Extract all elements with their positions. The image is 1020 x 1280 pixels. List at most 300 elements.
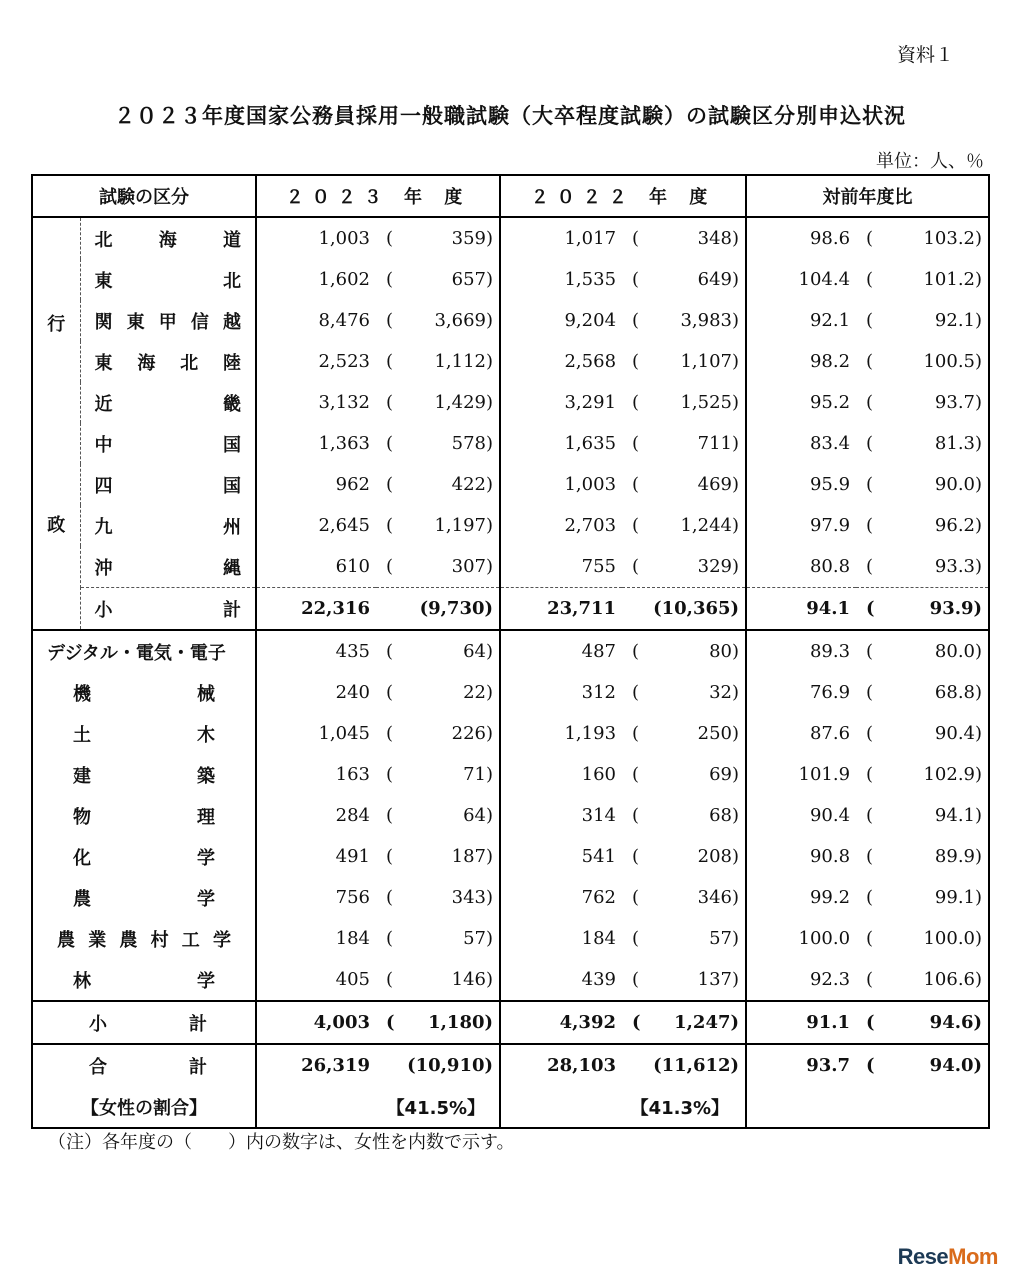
row-label-char: 九: [94, 516, 113, 538]
female-count-cell: [376, 300, 500, 341]
row-label-char: 道: [223, 229, 241, 251]
open-paren: (: [386, 805, 394, 826]
row-label-char: 学: [212, 929, 231, 951]
count-cell: 95.2: [809, 392, 851, 413]
exam-category-name: [32, 713, 256, 754]
count-cell: 99.2: [809, 887, 851, 908]
count-cell: 1,635: [564, 433, 617, 454]
female-count: 92.1): [934, 310, 983, 331]
table-row: [32, 713, 989, 754]
tech-subtotal-row: [32, 1001, 989, 1044]
open-paren: (: [866, 269, 874, 290]
female-count: 80.0): [934, 641, 983, 662]
female-count: 57): [463, 928, 494, 949]
region-name: [80, 505, 256, 546]
region-name: [80, 423, 256, 464]
female-count: 93.7): [934, 392, 983, 413]
logo-text-a: Rese: [897, 1244, 949, 1269]
count-cell: 240: [335, 682, 370, 703]
female-count-cell: [376, 918, 500, 959]
exam-category-name: [32, 877, 256, 918]
row-label-char: 関: [94, 311, 113, 333]
female-count-cell: [856, 505, 989, 546]
open-paren: (: [632, 310, 640, 331]
count-cell: 2,568: [564, 351, 617, 372]
open-paren: (: [632, 887, 640, 908]
open-paren: (: [866, 928, 874, 949]
row-label-chars: [73, 721, 215, 747]
count-cell: 92.1: [809, 310, 851, 331]
category-label: デジタル・電気・電子: [47, 642, 226, 664]
female-count-cell: [622, 836, 746, 877]
table-row: [32, 464, 989, 505]
female-count-cell: (10,910): [376, 1044, 500, 1086]
open-paren: (: [866, 351, 874, 372]
row-label-char: 築: [197, 765, 215, 787]
female-count-cell: [376, 505, 500, 546]
row-label-chars: [89, 1010, 207, 1036]
open-paren: (: [632, 1012, 641, 1033]
count-cell: 2,645: [318, 515, 370, 536]
row-label-chars: [95, 349, 242, 375]
count-cell: 1,045: [318, 723, 370, 744]
female-count-cell: [856, 877, 989, 918]
table-row: [32, 795, 989, 836]
open-paren: (: [632, 228, 640, 249]
exam-category-name: [32, 959, 256, 1001]
female-count-cell: [376, 754, 500, 795]
table-row: [32, 918, 989, 959]
female-count-cell: [622, 877, 746, 918]
exam-category-name: [32, 754, 256, 795]
row-label-chars: [95, 226, 242, 252]
open-paren: (: [866, 433, 874, 454]
open-paren: (: [386, 310, 394, 331]
open-paren: (: [632, 641, 640, 662]
count-cell: 104.4: [798, 269, 851, 290]
row-label-char: 機: [73, 683, 91, 705]
table-row: [32, 836, 989, 877]
row-label-char: 村: [150, 929, 169, 951]
open-paren: (: [386, 269, 394, 290]
row-label-char: 東: [126, 311, 145, 333]
row-label-char: 木: [197, 724, 215, 746]
row-label-char: 甲: [158, 311, 177, 333]
page-title: ２０２３年度国家公務員採用一般職試験（大卒程度試験）の試験区分別申込状況: [114, 104, 906, 128]
female-count-cell: [622, 713, 746, 754]
female-count-cell: [376, 217, 500, 259]
count-cell: 491: [335, 846, 370, 867]
region-name: [80, 341, 256, 382]
female-count: 469): [697, 474, 740, 495]
female-count-cell: [376, 959, 500, 1001]
row-label-chars: [73, 967, 215, 993]
female-count: 94.0): [929, 1055, 983, 1076]
row-label-chars: [73, 762, 215, 788]
female-count: 1,107): [680, 351, 740, 372]
logo-text-b: Mom: [948, 1244, 998, 1269]
open-paren: (: [386, 1012, 395, 1033]
count-cell: 3,291: [564, 392, 617, 413]
female-count-cell: [622, 341, 746, 382]
female-count: 422): [451, 474, 494, 495]
gyousei-group-label: [32, 217, 80, 630]
header-row: [32, 175, 989, 217]
female-count-cell: [622, 918, 746, 959]
footnote: （注）各年度の（ ）内の数字は、女性を内数で示す。: [48, 1132, 515, 1153]
row-label-char: 計: [223, 599, 241, 621]
table-row: [32, 546, 989, 588]
row-label-chars: [95, 554, 242, 580]
row-label-chars: [57, 926, 231, 952]
female-count: 100.5): [923, 351, 983, 372]
open-paren: (: [866, 723, 874, 744]
female-count-cell: [376, 630, 500, 672]
subtotal-label: [80, 588, 256, 631]
female-count-cell: [622, 300, 746, 341]
female-count-cell: [856, 464, 989, 505]
open-paren: (: [866, 228, 874, 249]
table-row: [32, 754, 989, 795]
female-count-cell: [856, 754, 989, 795]
count-cell: 89.3: [746, 630, 856, 672]
header-2022: ２０２２ 年 度: [500, 175, 746, 217]
open-paren: (: [386, 887, 394, 908]
count-cell: 94.1: [746, 588, 856, 631]
female-count: 93.3): [934, 556, 983, 577]
row-label-chars: [95, 596, 242, 622]
count-cell: 160: [581, 764, 617, 785]
female-count-cell: [856, 546, 989, 588]
female-count: 226): [451, 723, 494, 744]
female-count-cell: [622, 1001, 746, 1044]
female-count: 94.1): [934, 805, 983, 826]
count-cell: 23,711: [500, 588, 622, 631]
count-cell: 100.0: [798, 928, 851, 949]
female-count-cell: [622, 423, 746, 464]
total-label: [32, 1044, 256, 1086]
open-paren: (: [632, 846, 640, 867]
region-name: [80, 300, 256, 341]
open-paren: (: [632, 433, 640, 454]
row-label-char: 械: [197, 683, 215, 705]
count-cell: 1,003: [564, 474, 617, 495]
row-label-char: 畿: [223, 393, 241, 415]
open-paren: (: [386, 723, 394, 744]
female-count: 90.0): [934, 474, 983, 495]
open-paren: (: [386, 641, 394, 662]
open-paren: (: [866, 805, 874, 826]
female-count: 578): [451, 433, 494, 454]
female-count: 106.6): [923, 969, 983, 990]
count-cell: 435: [256, 630, 376, 672]
open-paren: (: [386, 928, 394, 949]
female-count: 69): [709, 764, 740, 785]
count-cell: 91.1: [746, 1001, 856, 1044]
female-count-cell: (11,612): [622, 1044, 746, 1086]
open-paren: (: [386, 228, 394, 249]
table-row: [32, 217, 989, 259]
row-label-char: 陸: [222, 352, 241, 374]
female-share-ratio-empty: [746, 1086, 989, 1128]
row-label-char: 四: [94, 475, 113, 497]
female-count-cell: [856, 959, 989, 1001]
open-paren: (: [632, 269, 640, 290]
row-label-char: 学: [197, 847, 215, 869]
row-label-char: 中: [94, 434, 113, 456]
female-count-cell: [376, 259, 500, 300]
female-count: 81.3): [934, 433, 983, 454]
female-count: 80): [709, 641, 740, 662]
female-count-cell: [856, 382, 989, 423]
female-count-cell: [856, 836, 989, 877]
female-count-cell: [856, 423, 989, 464]
open-paren: (: [632, 351, 640, 372]
count-cell: 312: [581, 682, 617, 703]
gyousei-char-1: 行: [47, 314, 66, 335]
female-count: 3,669): [434, 310, 494, 331]
row-label-chars: [95, 472, 242, 498]
header-category: 試験の区分: [32, 175, 256, 217]
female-count: 101.2): [923, 269, 983, 290]
row-label-char: 林: [73, 970, 91, 992]
row-label-char: 東: [94, 270, 113, 292]
female-count: 307): [451, 556, 494, 577]
count-cell: 2,703: [564, 515, 617, 536]
open-paren: (: [866, 556, 874, 577]
row-label-char: 農: [57, 929, 75, 951]
row-label-char: 小: [89, 1013, 107, 1035]
female-count: 1,244): [680, 515, 740, 536]
open-paren: (: [632, 723, 640, 744]
row-label-char: 農: [73, 888, 91, 910]
female-count: 359): [451, 228, 494, 249]
open-paren: (: [386, 556, 394, 577]
open-paren: (: [866, 846, 874, 867]
row-label-char: 信: [190, 311, 209, 333]
row-label-char: 建: [73, 765, 91, 787]
count-cell: 87.6: [809, 723, 851, 744]
female-count-cell: [622, 217, 746, 259]
female-count-cell: [376, 546, 500, 588]
row-label-char: 合: [89, 1056, 107, 1078]
table-row: [32, 630, 989, 672]
row-label-chars: [73, 885, 215, 911]
female-count: 57): [709, 928, 740, 949]
row-label-chars: [95, 308, 242, 334]
count-cell: 97.9: [809, 515, 851, 536]
female-count-cell: [376, 836, 500, 877]
open-paren: (: [866, 682, 874, 703]
exam-category-name: [32, 672, 256, 713]
female-count: 250): [697, 723, 740, 744]
count-cell: 4,392: [500, 1001, 622, 1044]
female-count: 100.0): [923, 928, 983, 949]
female-count: 3,983): [680, 310, 740, 331]
female-count: 22): [463, 682, 494, 703]
total-row: [32, 1044, 989, 1086]
female-count: 1,247): [674, 1012, 740, 1033]
female-count: 103.2): [923, 228, 983, 249]
open-paren: (: [632, 805, 640, 826]
count-cell: 101.9: [798, 764, 851, 785]
open-paren: (: [866, 474, 874, 495]
open-paren: (: [866, 310, 874, 331]
row-label-char: 計: [189, 1056, 207, 1078]
female-count: 208): [697, 846, 740, 867]
count-cell: 76.9: [809, 682, 851, 703]
count-cell: 28,103: [500, 1044, 622, 1086]
row-label-char: 化: [73, 847, 91, 869]
row-label-char: 工: [181, 929, 200, 951]
region-name: [80, 382, 256, 423]
count-cell: 284: [335, 805, 370, 826]
open-paren: (: [632, 515, 640, 536]
female-count: 96.2): [934, 515, 983, 536]
female-count-cell: [622, 754, 746, 795]
open-paren: (: [632, 764, 640, 785]
row-label-char: 小: [94, 599, 113, 621]
gyousei-subtotal-row: [32, 588, 989, 631]
count-cell: 762: [581, 887, 617, 908]
female-count: 346): [697, 887, 740, 908]
count-cell: 90.8: [809, 846, 851, 867]
row-label-char: 学: [197, 970, 215, 992]
count-cell: 1,193: [564, 723, 617, 744]
female-count-cell: [376, 877, 500, 918]
table-row: [32, 672, 989, 713]
open-paren: (: [386, 351, 394, 372]
row-label-char: 近: [94, 393, 113, 415]
open-paren: (: [386, 682, 394, 703]
count-cell: 90.4: [809, 805, 851, 826]
count-cell: 756: [335, 887, 370, 908]
table-row: [32, 505, 989, 546]
table-row: [32, 259, 989, 300]
row-label-char: 越: [223, 311, 241, 333]
region-name: [80, 217, 256, 259]
count-cell: 962: [335, 474, 370, 495]
subtotal-label: [32, 1001, 256, 1044]
open-paren: (: [632, 969, 640, 990]
open-paren: (: [386, 515, 394, 536]
female-count-cell: [376, 382, 500, 423]
open-paren: (: [866, 598, 875, 619]
count-cell: 22,316: [256, 588, 376, 631]
row-label-char: 土: [73, 724, 91, 746]
open-paren: (: [866, 1055, 875, 1076]
female-count: 343): [451, 887, 494, 908]
count-cell: 755: [581, 556, 617, 577]
count-cell: 9,204: [564, 310, 617, 331]
female-count: 348): [697, 228, 740, 249]
female-count-cell: [856, 630, 989, 672]
open-paren: (: [866, 887, 874, 908]
count-cell: 314: [581, 805, 617, 826]
female-count-cell: [856, 672, 989, 713]
row-label-char: 農: [119, 929, 138, 951]
female-count-cell: [376, 423, 500, 464]
count-cell: 1,602: [318, 269, 370, 290]
female-count-cell: [856, 259, 989, 300]
table-row: [32, 382, 989, 423]
row-label-char: 北: [180, 352, 199, 374]
female-count: 99.1): [934, 887, 983, 908]
female-count-cell: [856, 588, 989, 631]
row-label-char: 縄: [223, 557, 241, 579]
row-label-char: 東: [94, 352, 113, 374]
female-count: 68): [709, 805, 740, 826]
open-paren: (: [866, 1012, 875, 1033]
count-cell: 1,017: [564, 228, 617, 249]
row-label-chars: [95, 390, 242, 416]
female-count-cell: [856, 1001, 989, 1044]
female-count: 146): [451, 969, 494, 990]
unit-label: 単位：人、％: [876, 151, 984, 172]
count-cell: 98.6: [809, 228, 851, 249]
row-label-chars: [73, 680, 215, 706]
count-cell: 98.2: [809, 351, 851, 372]
female-count-cell: [856, 795, 989, 836]
female-count: 657): [451, 269, 494, 290]
female-count-cell: [856, 713, 989, 754]
count-cell: 184: [581, 928, 617, 949]
female-count: 94.6): [929, 1012, 983, 1033]
table-row: [32, 877, 989, 918]
female-count-cell: [856, 918, 989, 959]
count-cell: 92.3: [809, 969, 851, 990]
female-count: 89.9): [934, 846, 983, 867]
count-cell: 83.4: [809, 433, 851, 454]
row-label-chars: [95, 431, 242, 457]
open-paren: (: [386, 474, 394, 495]
row-label-char: 学: [197, 888, 215, 910]
female-count-cell: [856, 300, 989, 341]
row-label-chars: [89, 1053, 207, 1079]
female-count-cell: [622, 630, 746, 672]
count-cell: 26,319: [256, 1044, 376, 1086]
exam-category-name: [32, 836, 256, 877]
row-label-char: 沖: [94, 557, 113, 579]
exam-category-name: [32, 630, 256, 672]
applications-table: [31, 174, 990, 1129]
count-cell: 184: [335, 928, 370, 949]
count-cell: 4,003: [256, 1001, 376, 1044]
count-cell: 80.8: [809, 556, 851, 577]
row-label-char: 業: [88, 929, 107, 951]
female-count-cell: [622, 382, 746, 423]
header-2023: ２０２３ 年 度: [256, 175, 500, 217]
table-row: [32, 959, 989, 1001]
open-paren: (: [386, 433, 394, 454]
row-label-chars: [73, 844, 215, 870]
header-ratio: 対前年度比: [746, 175, 989, 217]
count-cell: 95.9: [809, 474, 851, 495]
female-count: 187): [451, 846, 494, 867]
female-count-cell: [856, 341, 989, 382]
table-row: [32, 341, 989, 382]
row-label-char: 海: [158, 229, 177, 251]
female-count-cell: [622, 672, 746, 713]
female-share-2023: 【41.5%】: [256, 1086, 500, 1128]
female-count-cell: [376, 341, 500, 382]
row-label-char: 北: [94, 229, 113, 251]
exam-category-name: [32, 795, 256, 836]
female-count: 64): [463, 805, 494, 826]
count-cell: 8,476: [318, 310, 370, 331]
document-label: 資料１: [896, 44, 954, 66]
female-count-cell: (10,365): [622, 588, 746, 631]
